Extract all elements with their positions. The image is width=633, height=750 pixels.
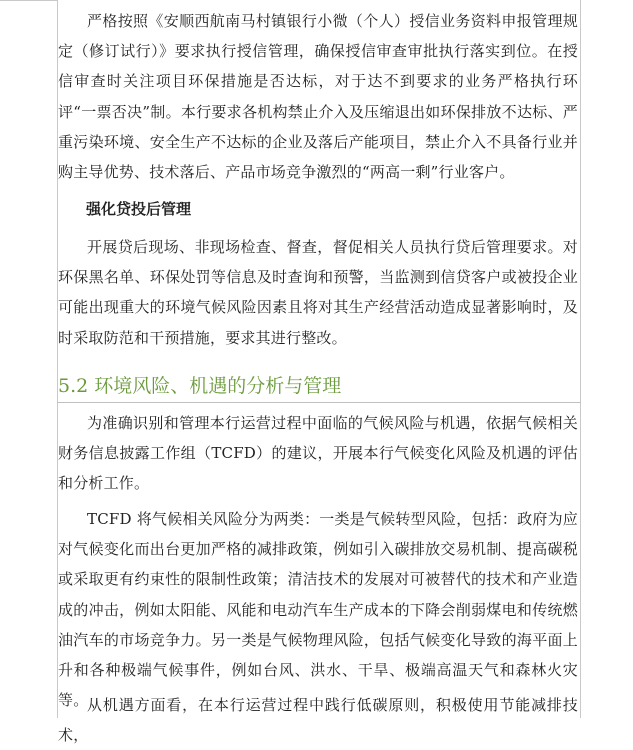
margin-rule <box>0 0 57 1</box>
right-margin-line <box>580 0 581 718</box>
post-loan-paragraph: 开展贷后现场、非现场检查、督查，督促相关人员执行贷后管理要求。对环保黑名单、环保处罚等信息及时查询和预警，当监测到信贷客户或被投企业可能出现重大的环境气候风险因素且将对其生产经营活动造成显著影响时，及时采取防范和干预措施，要求其进行整改。 <box>58 238 578 347</box>
post-loan-management-heading: 强化贷投后管理 <box>86 200 192 218</box>
section-divider <box>58 402 581 403</box>
opportunity-paragraph: 从机遇方面看，在本行运营过程中践行低碳原则，积极使用节能减排技术， <box>58 696 578 745</box>
section-heading: 5.2 环境风险、机遇的分析与管理 <box>58 375 342 397</box>
credit-management-paragraph: 严格按照《安顺西航南马村镇银行小微（个人）授信业务资料申报管理规定（修订试行）》要求执行授信管理，确保授信审查审批执行落实到位。在授信审查时关注项目环保措施是否达标，对于达不到要求的业务严格执行环评“一票否决”制。本行要求各机构禁止介入及压缩退出如环保排放不达标、严重污染环境、安全生产不达标的企业及落后产能项目，禁止介入不具备行业并购主导优势、技术落后、产品市场竞争激烈的“两高一剩”行业客户。 <box>58 12 578 182</box>
tcfd-risk-paragraph: TCFD 将气候相关风险分为两类：一类是气候转型风险，包括：政府为应对气候变化而出台更加严格的减排政策，例如引入碳排放交易机制、提高碳税或采取更有约束性的限制性政策；清洁技术的发展对可被替代的技术和产业造成的冲击，例如太阳能、风能和电动汽车生产成本的下降会削弱煤电和传统燃油汽车的市场竞争力。另一类是气候物理风险，包括气候变化导致的海平面上升和各种极端气候事件，例如台风、洪水、干旱、极端高温天气和森林火灾等。 <box>58 510 578 710</box>
tcfd-intro-paragraph: 为准确识别和管理本行运营过程中面临的气候风险与机遇，依据气候相关财务信息披露工作组（TCFD）的建议，开展本行气候变化风险及机遇的评估和分析工作。 <box>58 414 578 493</box>
